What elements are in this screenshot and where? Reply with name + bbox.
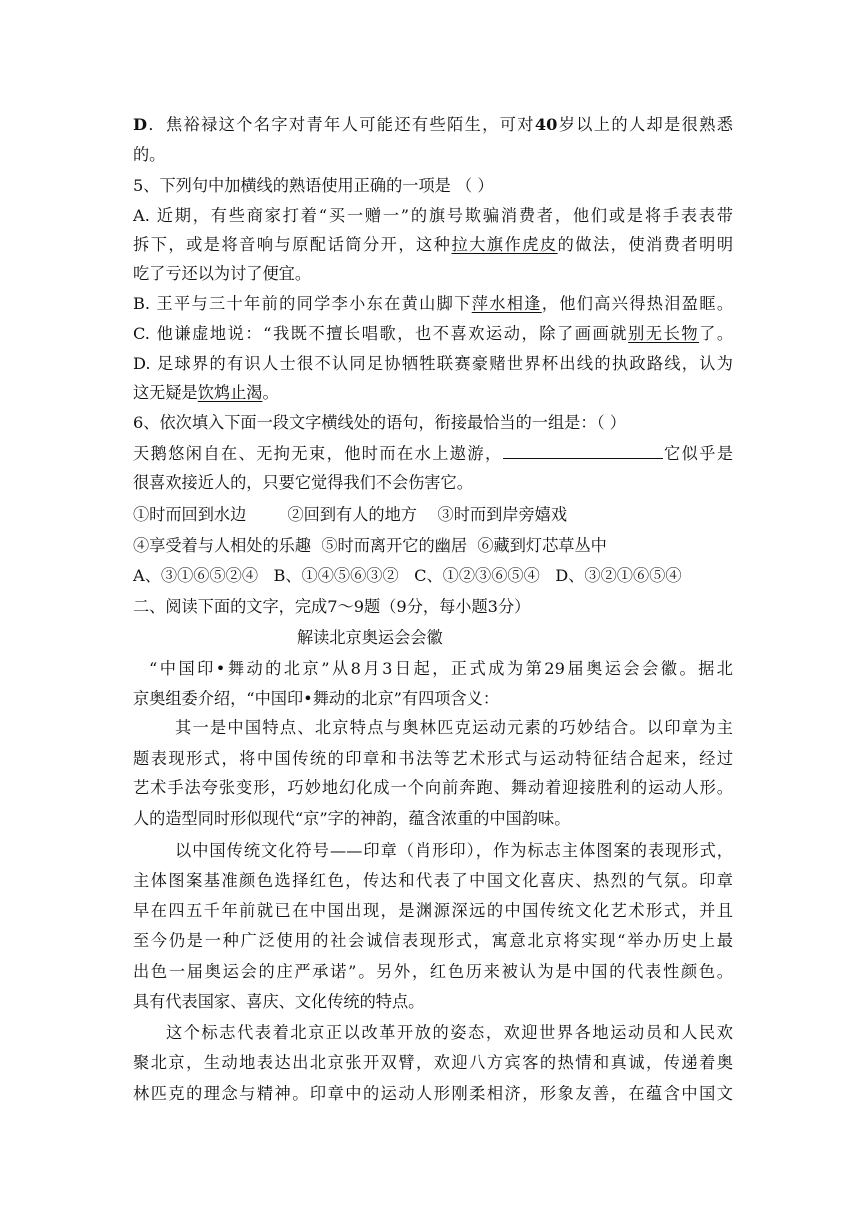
fill-blank-line xyxy=(503,443,663,459)
passage-p3-line1: 以中国传统文化符号——印章（肖形印），作为标志主体图案的表现形式， xyxy=(175,841,733,860)
q5-option-c: C. 他谦虚地说：“我既不擅长唱歌，也不喜欢运动，除了画画就别无长物了。 xyxy=(133,324,734,343)
underlined-idiom: 饮鸩止渴 xyxy=(197,383,263,402)
q5-option-a-line1: A. 近期，有些商家打着“买一赠一”的旗号欺骗消费者，他们或是将手表表带 xyxy=(133,206,733,225)
underlined-idiom: 拉大旗作虎皮 xyxy=(451,235,558,254)
q6-answer-choices: A、③①⑥⑤②④ B、①④⑤⑥③② C、①②③⑥⑤④ D、③②①⑥⑤④ xyxy=(133,566,682,585)
q5-stem: 5、下列句中加横线的熟语使用正确的一项是 （ ） xyxy=(133,176,494,195)
passage-p2-line3: 艺术手法夸张变形，巧妙地幻化成一个向前奔跑、舞动着迎接胜利的运动人形。 xyxy=(133,778,733,797)
passage-p2-line4: 人的造型同时形似现代“京”字的神韵，蕴含浓重的中国韵味。 xyxy=(133,809,571,828)
passage-p4-line3: 林匹克的理念与精神。印章中的运动人形刚柔相济，形象友善，在蕴含中国文 xyxy=(133,1084,733,1103)
passage-p4-line2: 聚北京，生动地表达出北京张开双臂，欢迎八方宾客的热情和真诚，传递着奥 xyxy=(133,1053,733,1072)
passage-p2-line1: 其一是中国特点、北京特点与奥林匹克运动元素的巧妙结合。以印章为主 xyxy=(175,718,733,737)
q6-stem: 6、依次填入下面一段文字横线处的语句，衔接最恰当的一组是：（ ） xyxy=(133,413,626,432)
q5-option-d-line1: D. 足球界的有识人士很不认同足协牺牲联赛豪赌世界杯出线的执政路线，认为 xyxy=(133,354,733,373)
underlined-idiom: 萍水相逢 xyxy=(471,294,542,313)
passage-title: 解读北京奥运会会徽 xyxy=(297,628,443,647)
passage-p1-line1: “中国印•舞动的北京”从8月3日起，正式成为第29届奥运会会徽。据北 xyxy=(149,659,733,678)
q5-option-a-line3: 吃了亏还以为讨了便宜。 xyxy=(133,264,312,283)
passage-p3-line2: 主体图案基准颜色选择红色，传达和代表了中国文化喜庆、热烈的气氛。印章 xyxy=(133,871,733,890)
passage-p3-line3: 早在四五千年前就已在中国出现，是渊源深远的中国传统文化艺术形式，并且 xyxy=(133,901,733,920)
q5-option-d-line2: 这无疑是饮鸩止渴。 xyxy=(133,383,279,402)
q6-passage-line2: 很喜欢接近人的，只要它觉得我们不会伤害它。 xyxy=(133,473,473,492)
passage-p1-line2: 京奥组委介绍，“中国印•舞动的北京”有四项含义： xyxy=(133,689,500,708)
q6-passage-line1: 天鹅悠闲自在、无拘无束，他时而在水上遨游， 它似乎是 xyxy=(133,444,734,463)
section2-heading: 二、阅读下面的文字，完成7～9题（9分，每小题3分） xyxy=(133,597,531,616)
passage-p3-line6: 具有代表国家、喜庆、文化传统的特点。 xyxy=(133,992,425,1011)
q6-options-line1: ①时而回到水边 ②回到有人的地方 ③时而到岸旁嬉戏 xyxy=(133,505,568,524)
passage-p3-line4: 至今仍是一种广泛使用的社会诚信表现形式，寓意北京将实现“举办历史上最 xyxy=(133,931,733,950)
passage-p3-line5: 出色一届奥运会的庄严承诺”。另外，红色历来被认为是中国的代表性颜色。 xyxy=(133,962,733,981)
q6-options-line2: ④享受着与人相处的乐趣 ⑤时而离开它的幽居 ⑥藏到灯芯草丛中 xyxy=(133,536,607,555)
passage-p2-line2: 题表现形式，将中国传统的印章和书法等艺术形式与运动特征结合起来，经过 xyxy=(133,749,733,768)
q5-option-a-line2: 拆下，或是将音响与原配话筒分开，这种拉大旗作虎皮的做法，使消费者明明 xyxy=(133,235,734,254)
q4-option-d-line1: D．焦裕禄这个名字对青年人可能还有些陌生，可对40岁以上的人却是很熟悉 xyxy=(133,115,733,134)
underlined-idiom: 别无长物 xyxy=(628,324,700,343)
q5-option-b: B. 王平与三十年前的同学李小东在黄山脚下萍水相逢，他们高兴得热泪盈眶。 xyxy=(133,294,734,313)
q4-option-d-line2: 的。 xyxy=(133,145,166,164)
passage-p4-line1: 这个标志代表着北京正以改革开放的姿态，欢迎世界各地运动员和人民欢 xyxy=(166,1023,733,1042)
